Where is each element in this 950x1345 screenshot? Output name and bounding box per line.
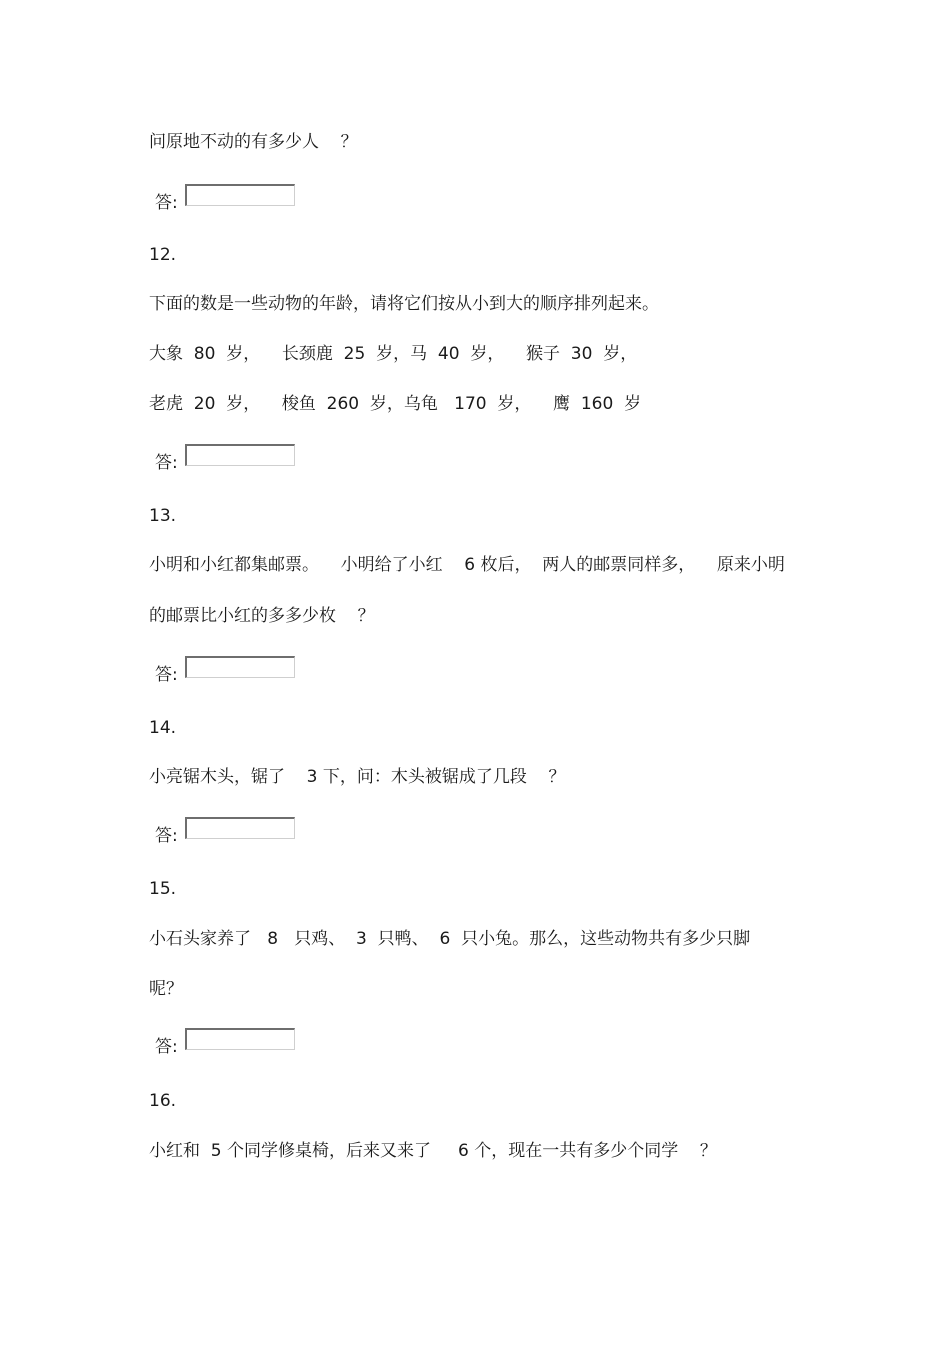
q12-ages-line-1: 大象 80 岁， 长颈鹿 25 岁，马 40 岁， 猴子 30 岁，: [149, 344, 638, 364]
q13-text-line-2: 的邮票比小红的多多少枚 ？: [149, 606, 375, 626]
q12-text: 下面的数是一些动物的年龄，请将它们按从小到大的顺序排列起来。: [149, 294, 659, 314]
q16-text: 小红和 5 个同学修桌椅，后来又来了 6 个，现在一共有多少个同学 ？: [149, 1141, 717, 1161]
q12-answer-input[interactable]: [185, 444, 295, 466]
q13-number: 13.: [149, 506, 177, 526]
q16-number: 16.: [149, 1091, 177, 1111]
q11-answer-input[interactable]: [185, 184, 295, 206]
q14-answer-input[interactable]: [185, 817, 295, 839]
q11-answer-label: 答:: [155, 193, 178, 213]
q15-text-line-1: 小石头家养了 8 只鸡、 3 只鸭、 6 只小兔。那么，这些动物共有多少只脚: [149, 929, 751, 949]
q14-number: 14.: [149, 718, 177, 738]
q15-answer-label: 答:: [155, 1037, 178, 1057]
q15-number: 15.: [149, 879, 177, 899]
q12-answer-label: 答:: [155, 453, 178, 473]
q15-answer-input[interactable]: [185, 1028, 295, 1050]
q14-text: 小亮锯木头，锯了 3 下，问：木头被锯成了几段 ？: [149, 767, 566, 787]
q14-answer-label: 答:: [155, 826, 178, 846]
q12-number: 12.: [149, 245, 177, 265]
q12-ages-line-2: 老虎 20 岁， 梭鱼 260 岁，乌龟 170 岁， 鹰 160 岁: [149, 394, 642, 414]
q13-answer-input[interactable]: [185, 656, 295, 678]
q13-text-line-1: 小明和小红都集邮票。 小明给了小红 6 枚后， 两人的邮票同样多， 原来小明: [149, 555, 785, 575]
q15-text-line-2: 呢？: [149, 979, 183, 999]
q13-answer-label: 答:: [155, 665, 178, 685]
q11-text: 问原地不动的有多少人 ？: [149, 132, 358, 152]
